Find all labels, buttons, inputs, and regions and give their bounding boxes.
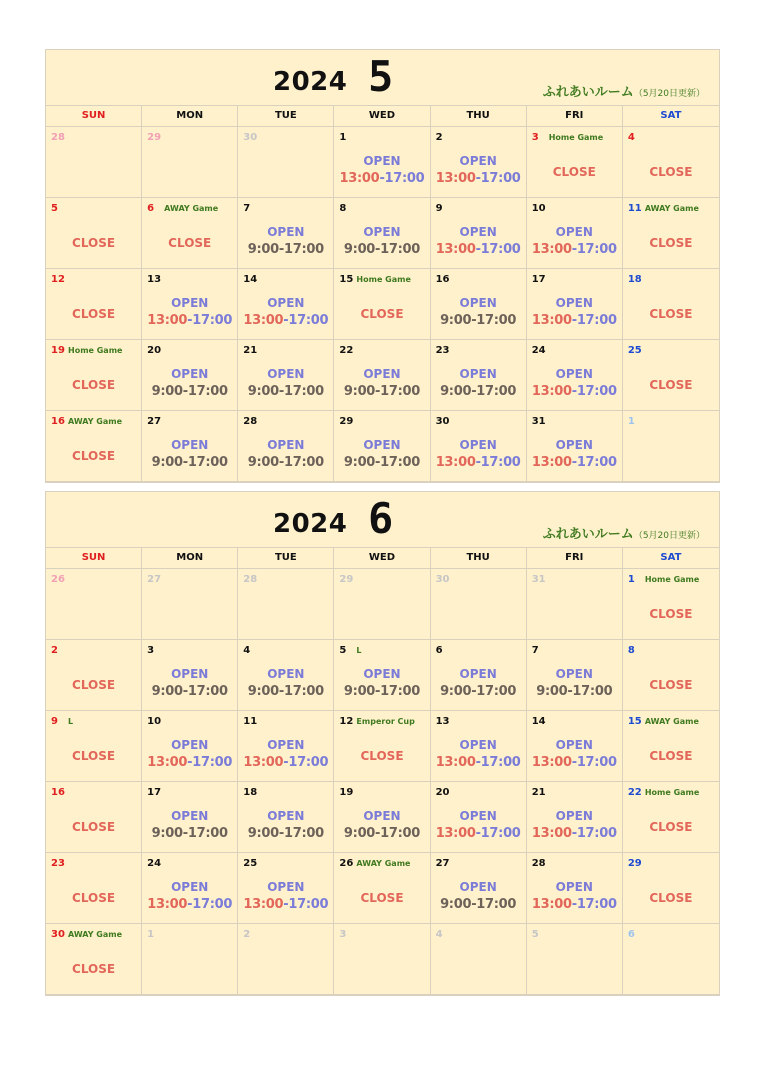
- day-number: 6: [435, 645, 443, 656]
- hours-time: 13:00-17:00: [243, 755, 329, 770]
- weekday-header: THU: [431, 106, 527, 127]
- day-cell: [238, 640, 334, 711]
- status-open: OPEN: [555, 880, 593, 894]
- hours-time: 9:00-17:00: [343, 455, 421, 470]
- event-note: AWAY Game: [68, 417, 123, 426]
- day-cell: [46, 569, 142, 640]
- day-number: 5: [51, 203, 58, 214]
- day-cell: [623, 640, 719, 711]
- weekday-header: SUN: [46, 548, 142, 569]
- status-open: OPEN: [555, 296, 593, 310]
- status-close: CLOSE: [360, 891, 404, 905]
- day-cell: [334, 640, 430, 711]
- day-number: 18: [627, 274, 642, 285]
- hours-time: 9:00-17:00: [247, 242, 324, 257]
- status-close: CLOSE: [72, 749, 116, 763]
- calendar-june: [45, 491, 720, 996]
- hours-time: 9:00-17:00: [440, 384, 517, 399]
- day-number: 1: [627, 574, 635, 585]
- month-label: 5: [368, 52, 394, 101]
- event-note: Home Game: [548, 133, 604, 142]
- day-cell: [431, 711, 527, 782]
- day-cell: [334, 340, 430, 411]
- day-number: 22: [339, 345, 354, 356]
- day-number: 11: [627, 203, 642, 214]
- day-cell: [527, 711, 623, 782]
- event-note: Home Game: [644, 788, 700, 797]
- day-cell: [431, 198, 527, 269]
- day-cell: [334, 269, 430, 340]
- status-open: OPEN: [459, 738, 497, 752]
- status-close: CLOSE: [72, 378, 116, 392]
- day-cell: [46, 853, 142, 924]
- day-number: 20: [147, 345, 162, 356]
- day-cell: [46, 411, 142, 482]
- day-number: 26: [51, 574, 65, 585]
- weekday-header: TUE: [238, 106, 334, 127]
- month-label: 6: [368, 494, 394, 543]
- event-note: L: [68, 717, 74, 726]
- day-number: 30: [243, 132, 258, 143]
- status-open: OPEN: [555, 738, 593, 752]
- status-open: OPEN: [267, 367, 305, 381]
- day-cell: [46, 269, 142, 340]
- hours-time: 9:00-17:00: [440, 684, 517, 699]
- hours-time: 13:00-17:00: [531, 384, 617, 399]
- hours-time: 9:00-17:00: [151, 384, 228, 399]
- day-number: 9: [435, 203, 443, 214]
- day-number: 10: [531, 203, 546, 214]
- day-cell: [527, 924, 623, 995]
- day-cell: [334, 198, 430, 269]
- hours-time: 9:00-17:00: [151, 684, 228, 699]
- status-close: CLOSE: [72, 962, 116, 976]
- status-open: OPEN: [267, 738, 305, 752]
- day-number: 25: [627, 345, 642, 356]
- day-number: 31: [531, 416, 546, 427]
- day-cell: [527, 127, 623, 198]
- day-number: 1: [147, 929, 155, 940]
- status-close: CLOSE: [649, 236, 693, 250]
- status-open: OPEN: [267, 296, 305, 310]
- hours-time: 9:00-17:00: [151, 826, 228, 841]
- day-number: 6: [627, 929, 635, 940]
- day-number: 23: [435, 345, 450, 356]
- day-number: 27: [435, 858, 450, 869]
- day-cell: [238, 340, 334, 411]
- day-number: 7: [531, 645, 539, 656]
- day-number: 6: [147, 203, 155, 214]
- day-cell: [431, 269, 527, 340]
- hours-time: 13:00-17:00: [435, 242, 521, 257]
- status-close: CLOSE: [72, 678, 116, 692]
- hours-time: 9:00-17:00: [440, 897, 517, 912]
- calendar-grid: [46, 105, 719, 482]
- status-close: CLOSE: [360, 307, 404, 321]
- day-cell: [527, 340, 623, 411]
- day-number: 10: [147, 716, 162, 727]
- status-open: OPEN: [459, 296, 497, 310]
- hours-time: 9:00-17:00: [343, 384, 421, 399]
- day-cell: [142, 782, 238, 853]
- day-cell: [527, 269, 623, 340]
- day-number: 24: [147, 858, 162, 869]
- day-cell: [142, 198, 238, 269]
- event-note: AWAY Game: [68, 930, 123, 939]
- year-label: 2024: [273, 509, 348, 539]
- event-note: AWAY Game: [644, 204, 699, 213]
- day-cell: [527, 853, 623, 924]
- day-number: 28: [243, 416, 258, 427]
- status-open: OPEN: [171, 296, 209, 310]
- day-cell: [623, 782, 719, 853]
- day-number: 1: [627, 416, 635, 427]
- status-open: OPEN: [555, 438, 593, 452]
- day-cell: [142, 127, 238, 198]
- day-number: 16: [435, 274, 450, 285]
- hours-time: 9:00-17:00: [343, 242, 421, 257]
- day-number: 21: [243, 345, 258, 356]
- hours-time: 13:00-17:00: [147, 755, 233, 770]
- status-close: CLOSE: [649, 749, 693, 763]
- day-number: 30: [435, 574, 450, 585]
- day-number: 23: [51, 858, 65, 869]
- day-cell: [46, 340, 142, 411]
- hours-time: 13:00-17:00: [531, 455, 617, 470]
- day-number: 9: [51, 716, 58, 727]
- day-number: 4: [243, 645, 251, 656]
- status-open: OPEN: [267, 438, 305, 452]
- calendar-may: [45, 49, 720, 483]
- status-open: OPEN: [555, 809, 593, 823]
- day-cell: [623, 569, 719, 640]
- weekday-header: FRI: [527, 106, 623, 127]
- status-close: CLOSE: [649, 820, 693, 834]
- status-open: OPEN: [267, 225, 305, 239]
- status-open: OPEN: [459, 154, 497, 168]
- day-number: 4: [435, 929, 443, 940]
- hours-time: 13:00-17:00: [435, 171, 521, 186]
- status-close: CLOSE: [168, 236, 212, 250]
- room-title: [543, 523, 705, 542]
- day-cell: [623, 269, 719, 340]
- status-open: OPEN: [459, 809, 497, 823]
- event-note: L: [356, 646, 362, 655]
- status-open: OPEN: [363, 154, 401, 168]
- day-number: 30: [51, 929, 65, 940]
- calendar-header: [46, 50, 719, 105]
- status-close: CLOSE: [72, 449, 116, 463]
- day-cell: [623, 853, 719, 924]
- hours-time: 9:00-17:00: [247, 455, 324, 470]
- status-open: OPEN: [171, 667, 209, 681]
- weekday-header: SAT: [623, 548, 719, 569]
- status-close: CLOSE: [649, 165, 693, 179]
- hours-time: 13:00-17:00: [435, 826, 521, 841]
- day-number: 29: [147, 132, 162, 143]
- day-number: 2: [51, 645, 58, 656]
- hours-time: 9:00-17:00: [247, 826, 324, 841]
- day-number: 14: [243, 274, 258, 285]
- day-number: 22: [627, 787, 642, 798]
- hours-time: 13:00-17:00: [531, 313, 617, 328]
- day-cell: [431, 924, 527, 995]
- day-number: 5: [339, 645, 347, 656]
- day-number: 21: [531, 787, 546, 798]
- status-close: CLOSE: [72, 307, 116, 321]
- status-open: OPEN: [459, 367, 497, 381]
- calendar-header: [46, 492, 719, 547]
- status-open: OPEN: [555, 367, 593, 381]
- day-cell: [431, 569, 527, 640]
- day-number: 2: [243, 929, 251, 940]
- day-cell: [238, 711, 334, 782]
- event-note: Home Game: [68, 346, 123, 355]
- day-cell: [142, 924, 238, 995]
- day-cell: [142, 569, 238, 640]
- day-number: 31: [531, 574, 546, 585]
- day-number: 3: [339, 929, 347, 940]
- day-number: 20: [435, 787, 450, 798]
- status-close: CLOSE: [552, 165, 596, 179]
- day-cell: [142, 853, 238, 924]
- day-cell: [623, 411, 719, 482]
- status-open: OPEN: [459, 225, 497, 239]
- event-note: Emperor Cup: [356, 717, 415, 726]
- day-number: 5: [531, 929, 539, 940]
- weekday-header: MON: [142, 106, 238, 127]
- day-cell: [431, 340, 527, 411]
- day-cell: [623, 198, 719, 269]
- weekday-header: MON: [142, 548, 238, 569]
- status-open: OPEN: [459, 438, 497, 452]
- day-cell: [238, 411, 334, 482]
- day-cell: [142, 340, 238, 411]
- status-open: OPEN: [363, 438, 401, 452]
- hours-time: 13:00-17:00: [339, 171, 425, 186]
- hours-time: 13:00-17:00: [531, 897, 617, 912]
- status-open: OPEN: [363, 667, 401, 681]
- day-cell: [238, 853, 334, 924]
- day-cell: [334, 853, 430, 924]
- day-cell: [46, 924, 142, 995]
- day-cell: [238, 569, 334, 640]
- status-close: CLOSE: [72, 891, 116, 905]
- calendar-grid: [46, 547, 719, 995]
- day-number: 8: [627, 645, 635, 656]
- weekday-header: TUE: [238, 548, 334, 569]
- day-number: 1: [339, 132, 347, 143]
- status-open: OPEN: [267, 809, 305, 823]
- day-number: 2: [435, 132, 443, 143]
- day-cell: [334, 711, 430, 782]
- status-close: CLOSE: [649, 307, 693, 321]
- status-open: OPEN: [171, 809, 209, 823]
- status-open: OPEN: [555, 225, 593, 239]
- hours-time: 9:00-17:00: [247, 684, 324, 699]
- day-cell: [431, 853, 527, 924]
- day-number: 27: [147, 574, 162, 585]
- day-cell: [334, 127, 430, 198]
- day-number: 8: [339, 203, 347, 214]
- hours-time: 9:00-17:00: [343, 684, 421, 699]
- updated-note: （5月20日更新）: [633, 89, 705, 99]
- day-number: 3: [147, 645, 155, 656]
- status-open: OPEN: [555, 667, 593, 681]
- day-number: 27: [147, 416, 162, 427]
- day-cell: [527, 569, 623, 640]
- day-number: 25: [243, 858, 258, 869]
- weekday-header: WED: [334, 106, 430, 127]
- status-close: CLOSE: [649, 891, 693, 905]
- day-number: 15: [339, 274, 354, 285]
- hours-time: 13:00-17:00: [435, 755, 521, 770]
- day-number: 24: [531, 345, 546, 356]
- day-cell: [334, 569, 430, 640]
- hours-time: 9:00-17:00: [536, 684, 613, 699]
- hours-time: 13:00-17:00: [531, 755, 617, 770]
- day-cell: [238, 198, 334, 269]
- day-cell: [623, 340, 719, 411]
- updated-note: （5月20日更新）: [633, 531, 705, 541]
- status-open: OPEN: [171, 880, 209, 894]
- year-label: 2024: [273, 67, 348, 97]
- day-cell: [238, 782, 334, 853]
- day-number: 17: [147, 787, 162, 798]
- day-cell: [623, 924, 719, 995]
- day-cell: [527, 782, 623, 853]
- status-close: CLOSE: [72, 236, 116, 250]
- hours-time: 9:00-17:00: [440, 313, 517, 328]
- status-close: CLOSE: [649, 607, 693, 621]
- event-note: Home Game: [356, 275, 411, 284]
- hours-time: 13:00-17:00: [531, 242, 617, 257]
- day-number: 28: [51, 132, 65, 143]
- day-number: 15: [627, 716, 642, 727]
- day-cell: [334, 782, 430, 853]
- day-number: 28: [531, 858, 546, 869]
- status-open: OPEN: [171, 438, 209, 452]
- room-name: ふれあいルーム: [542, 527, 634, 542]
- room-name: ふれあいルーム: [542, 85, 634, 100]
- day-cell: [142, 640, 238, 711]
- status-close: CLOSE: [649, 378, 693, 392]
- day-cell: [46, 127, 142, 198]
- day-cell: [431, 127, 527, 198]
- status-close: CLOSE: [72, 820, 116, 834]
- status-close: CLOSE: [360, 749, 404, 763]
- day-number: 30: [435, 416, 450, 427]
- hours-time: 13:00-17:00: [435, 455, 521, 470]
- day-number: 4: [627, 132, 635, 143]
- day-number: 29: [339, 574, 354, 585]
- hours-time: 13:00-17:00: [147, 897, 233, 912]
- status-open: OPEN: [459, 667, 497, 681]
- event-note: AWAY Game: [644, 717, 699, 726]
- event-note: Home Game: [644, 575, 700, 584]
- day-cell: [46, 711, 142, 782]
- day-number: 26: [339, 858, 354, 869]
- day-cell: [142, 411, 238, 482]
- day-cell: [238, 269, 334, 340]
- day-cell: [431, 640, 527, 711]
- hours-time: 9:00-17:00: [343, 826, 421, 841]
- day-number: 29: [627, 858, 642, 869]
- day-number: 12: [51, 274, 65, 285]
- status-open: OPEN: [171, 367, 209, 381]
- day-number: 12: [339, 716, 354, 727]
- day-cell: [623, 127, 719, 198]
- day-number: 16: [51, 416, 65, 427]
- day-cell: [46, 782, 142, 853]
- day-cell: [142, 711, 238, 782]
- day-cell: [431, 411, 527, 482]
- day-cell: [527, 198, 623, 269]
- status-open: OPEN: [267, 880, 305, 894]
- day-cell: [623, 711, 719, 782]
- hours-time: 9:00-17:00: [151, 455, 228, 470]
- hours-time: 13:00-17:00: [243, 313, 329, 328]
- day-cell: [527, 411, 623, 482]
- day-cell: [46, 198, 142, 269]
- status-open: OPEN: [171, 738, 209, 752]
- day-number: 13: [147, 274, 162, 285]
- event-note: AWAY Game: [164, 204, 219, 213]
- status-open: OPEN: [363, 367, 401, 381]
- status-close: CLOSE: [649, 678, 693, 692]
- day-cell: [334, 924, 430, 995]
- day-number: 3: [531, 132, 539, 143]
- day-number: 16: [51, 787, 65, 798]
- status-open: OPEN: [267, 667, 305, 681]
- weekday-header: SAT: [623, 106, 719, 127]
- day-cell: [238, 127, 334, 198]
- hours-time: 9:00-17:00: [247, 384, 324, 399]
- day-number: 11: [243, 716, 258, 727]
- weekday-header: SUN: [46, 106, 142, 127]
- day-cell: [46, 640, 142, 711]
- hours-time: 13:00-17:00: [147, 313, 233, 328]
- day-cell: [431, 782, 527, 853]
- weekday-header: WED: [334, 548, 430, 569]
- day-number: 19: [339, 787, 354, 798]
- day-number: 29: [339, 416, 354, 427]
- hours-time: 13:00-17:00: [531, 826, 617, 841]
- status-open: OPEN: [459, 880, 497, 894]
- day-number: 28: [243, 574, 258, 585]
- day-cell: [142, 269, 238, 340]
- day-cell: [334, 411, 430, 482]
- day-number: 7: [243, 203, 251, 214]
- day-number: 14: [531, 716, 546, 727]
- room-title: [543, 81, 705, 100]
- weekday-header: FRI: [527, 548, 623, 569]
- weekday-header: THU: [431, 548, 527, 569]
- day-number: 19: [51, 345, 65, 356]
- day-cell: [238, 924, 334, 995]
- day-number: 13: [435, 716, 450, 727]
- status-open: OPEN: [363, 225, 401, 239]
- day-number: 18: [243, 787, 258, 798]
- day-cell: [527, 640, 623, 711]
- day-number: 17: [531, 274, 546, 285]
- status-open: OPEN: [363, 809, 401, 823]
- event-note: AWAY Game: [356, 859, 411, 868]
- hours-time: 13:00-17:00: [243, 897, 329, 912]
